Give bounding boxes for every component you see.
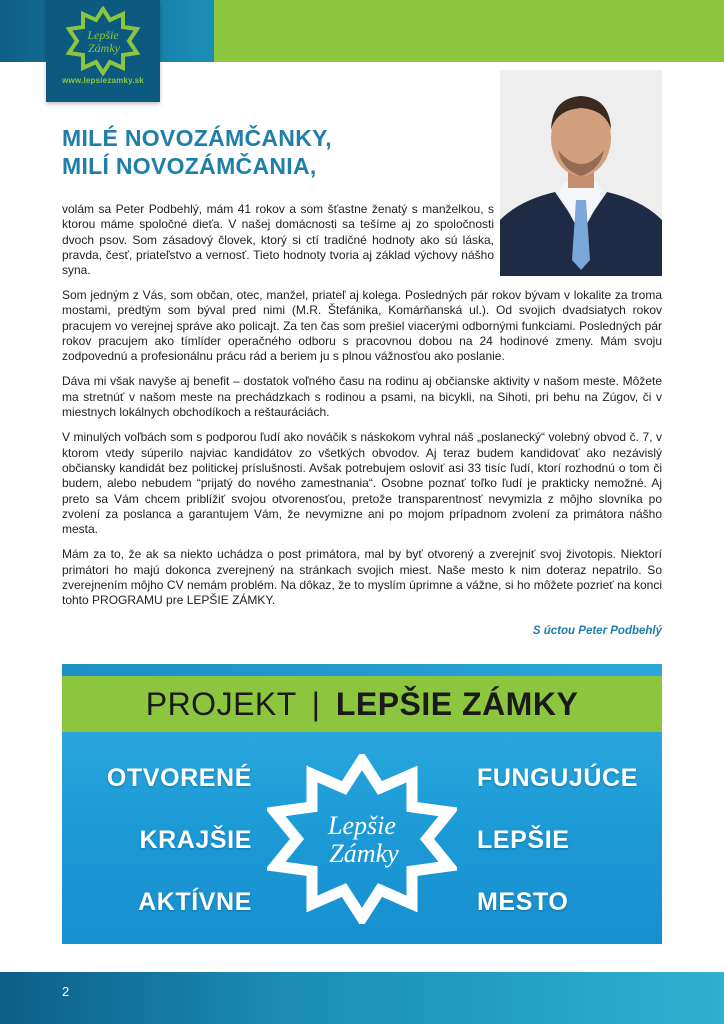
- candidate-photo: [500, 70, 662, 276]
- banner-title: [62, 676, 662, 732]
- logo-text-line1: Lepšie: [87, 28, 119, 42]
- greeting-line2: MILÍ NOVOZÁMČANIA,: [62, 153, 317, 179]
- header-band-green: [214, 0, 724, 62]
- intro-paragraph: volám sa Peter Podbehlý, mám 41 rokov a som šťastne ženatý s manželkou, s ktorou máme spoločné dieťa. V našej domácnosti sa tešíme aj zo spoločnosti dvoch psov. Som zásadový človek, ktorý si ctí tradičné hodnoty ako sú láska, pravda, česť, priateľstvo a vernosť. Tieto hodnoty tvoria aj základ výchovy nášho syna.: [62, 202, 494, 278]
- banner-word-right: MESTO: [477, 888, 569, 916]
- banner-title-light: PROJEKT: [145, 686, 297, 722]
- website-link[interactable]: www.lepsiezamky.sk: [62, 76, 144, 85]
- page-number: 2: [62, 984, 70, 999]
- banner-logo-text-line2: Zámky: [329, 839, 399, 868]
- letter-paragraph: V minulých voľbách som s podporou ľudí ako nováčik s náskokom vyhral náš „poslanecký“ volebný obvod č. 7, v ktorom vtedy súperilo najviac kandidátov zo všetkých obvodov. Aj teraz budem kandidovať ako nezávislý občiansky kandidát bez politickej príslušnosti. Avšak potrebujem osloviť asi 33 tisíc ľudí, ktorí rozhodnú o tom či budem, alebo nebudem “prijatý do nového zamestnania“. Osobne poznať toľko ľudí je prakticky nemožné. Aj preto sa Vám chcem priblížiť svojou otvorenosťou, pretože transparentnosť nevymizla z môjho slovníka po zvolení za poslanca a garantujem Vám, že nevymizne ani po mojom prípadnom zvolení za primátora nášho mesta.: [62, 430, 662, 537]
- star-gear-logo-icon: [267, 754, 457, 924]
- letter-paragraph: Som jedným z Vás, som občan, otec, manžel, priateľ aj kolega. Posledných pár rokov bývam v lokalite za troma mostami, predtým som býval pred nimi (M.R. Štefánika, Komárňanská ul.). Od svojich dvadsiatych rokov pracujem vo verejnej správe ako policajt. Za ten čas som prešiel viacerými odbornými funkciami. Posledných pár rokov pracujem ako tímlíder operačného odboru s pracovnou dobou na 24 hodinové zmeny. Mám svoju zodpovednú a profesionálnu prácu rád a beriem ju s plnou vážnosťou ako poslanie.: [62, 288, 662, 364]
- letter-paragraph: Dáva mi však navyše aj benefit – dostatok voľného času na rodinu aj občianske aktivity v našom meste. Môžete ma stretnúť v našom meste na prechádzkach s rodinou a psami, na bicykli, na Sihoti, pri behu na Zúgov, či v miestnych lokálnych obchodíkoch a reštauráciách.: [62, 374, 662, 420]
- star-gear-logo-icon: [63, 6, 143, 76]
- letter-body: [62, 288, 662, 619]
- banner-word-right: LEPŠIE: [477, 826, 570, 854]
- signature: S úctou Peter Podbehlý: [532, 625, 662, 637]
- logo-box[interactable]: [46, 0, 160, 102]
- letter-paragraph: Mám za to, že ak sa niekto uchádza o post primátora, mal by byť otvorený a zverejniť svoj životopis. Niektorí primátori ho majú dokonca zverejnený na stránkach svojich miest. Naše mesto k nim doteraz nepatrilo. So zverejnením môjho CV nemám problém. Na dôkaz, že to myslím úprimne a vážne, si ho môžete pozrieť na konci tohto PROGRAMU pre LEPŠIE ZÁMKY.: [62, 547, 662, 608]
- greeting-heading: [62, 124, 332, 180]
- banner-word-right: FUNGUJÚCE: [477, 764, 638, 792]
- banner-word-left: AKTÍVNE: [138, 888, 252, 916]
- banner-word-left: KRAJŠIE: [139, 826, 252, 854]
- project-banner: [62, 664, 662, 944]
- banner-top-line: [62, 664, 662, 676]
- banner-logo-text-line1: Lepšie: [328, 811, 396, 840]
- greeting-line1: MILÉ NOVOZÁMČANKY,: [62, 125, 332, 151]
- banner-title-separator: |: [311, 686, 321, 722]
- banner-word-left: OTVORENÉ: [106, 764, 252, 792]
- banner-title-bold: LEPŠIE ZÁMKY: [335, 686, 579, 722]
- logo-text-line2: Zámky: [88, 41, 120, 55]
- footer-band: [0, 972, 724, 1024]
